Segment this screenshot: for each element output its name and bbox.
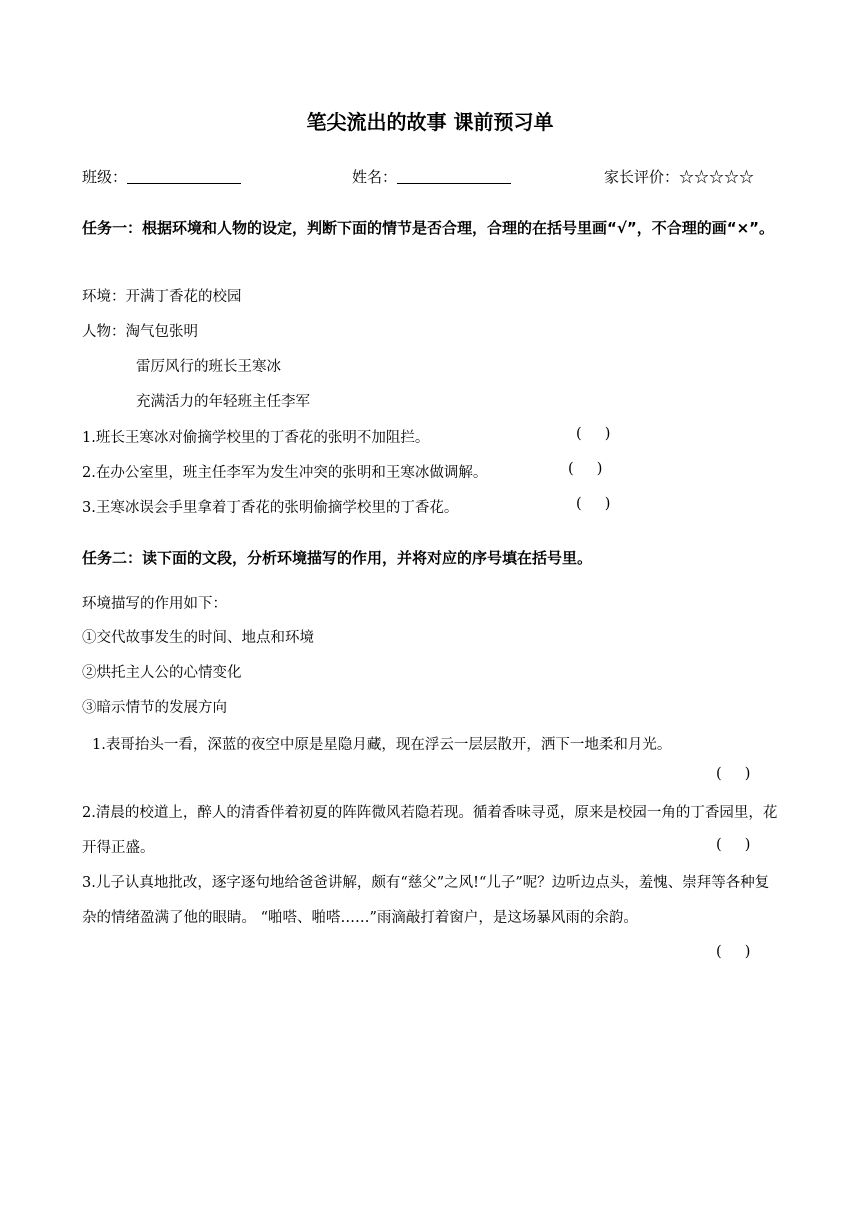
task1-characters-label: 人物：淘气包张明 xyxy=(82,324,198,340)
task1-heading: 任务一：根据环境和人物的设定，判断下面的情节是否合理，合理的在括号里画“√”，不合理的画“×”。 xyxy=(82,219,775,237)
task1-environment: 环境：开满丁香花的校园 xyxy=(82,289,242,305)
task2-heading: 任务二：读下面的文段，分析环境描写的作用，并将对应的序号填在括号里。 xyxy=(82,549,593,567)
class-blank[interactable] xyxy=(127,169,241,184)
task2-passage-2: 2.清晨的校道上，醉人的清香伴着初夏的阵阵微风若隐若现。循着香味寻觅，原来是校园一角的丁香园里，花开得正盛。 xyxy=(82,805,778,856)
task2-function-3: ③暗示情节的发展方向 xyxy=(82,700,227,716)
task2-function-1: ①交代故事发生的时间、地点和环境 xyxy=(82,630,314,646)
task1-character-2: 雷厉风行的班长王寒冰 xyxy=(136,359,281,375)
task1-answer-2[interactable]: ( ) xyxy=(568,461,603,477)
task2-passage-3: 3.儿子认真地批改，逐字逐句地给爸爸讲解，颇有“慈父”之风!“儿子”呢？边听边点头，羞愧、崇拜等各种复杂的情绪盈满了他的眼睛。 “啪嗒、啪嗒……”雨滴敲打着窗户，是这场暴风雨的余韵。 xyxy=(82,875,770,926)
task1-answer-1[interactable]: ( ) xyxy=(576,426,611,442)
page-title: 笔尖流出的故事 课前预习单 xyxy=(306,110,554,134)
task1-item-3: 3.王寒冰误会手里拿着丁香花的张明偷摘学校里的丁香花。 xyxy=(82,500,459,516)
task2-function-2: ②烘托主人公的心情变化 xyxy=(82,665,242,681)
task1-character-3: 充满活力的年轻班主任李军 xyxy=(136,394,310,410)
task1-item-1: 1.班长王寒冰对偷摘学校里的丁香花的张明不加阻拦。 xyxy=(82,430,430,446)
name-label: 姓名： xyxy=(352,168,398,186)
task2-intro: 环境描写的作用如下： xyxy=(82,596,227,612)
task2-answer-1[interactable]: ( ) xyxy=(716,766,751,782)
class-label: 班级： xyxy=(82,168,128,186)
name-blank[interactable] xyxy=(397,169,511,184)
task1-answer-3[interactable]: ( ) xyxy=(576,496,611,512)
parent-eval-field xyxy=(604,166,754,187)
task2-passage-1: 1.表哥抬头一看，深蓝的夜空中原是星隐月藏，现在浮云一层层散开，洒下一地柔和月光。 xyxy=(92,737,672,753)
class-field xyxy=(82,166,241,187)
name-field xyxy=(352,166,511,187)
parent-eval-label: 家长评价： xyxy=(604,168,680,186)
rating-stars[interactable]: ☆☆☆☆☆ xyxy=(679,168,755,186)
task2-answer-3[interactable]: ( ) xyxy=(716,944,751,960)
task1-item-2: 2.在办公室里，班主任李军为发生冲突的张明和王寒冰做调解。 xyxy=(82,465,488,481)
task2-answer-2[interactable]: ( ) xyxy=(716,837,751,853)
